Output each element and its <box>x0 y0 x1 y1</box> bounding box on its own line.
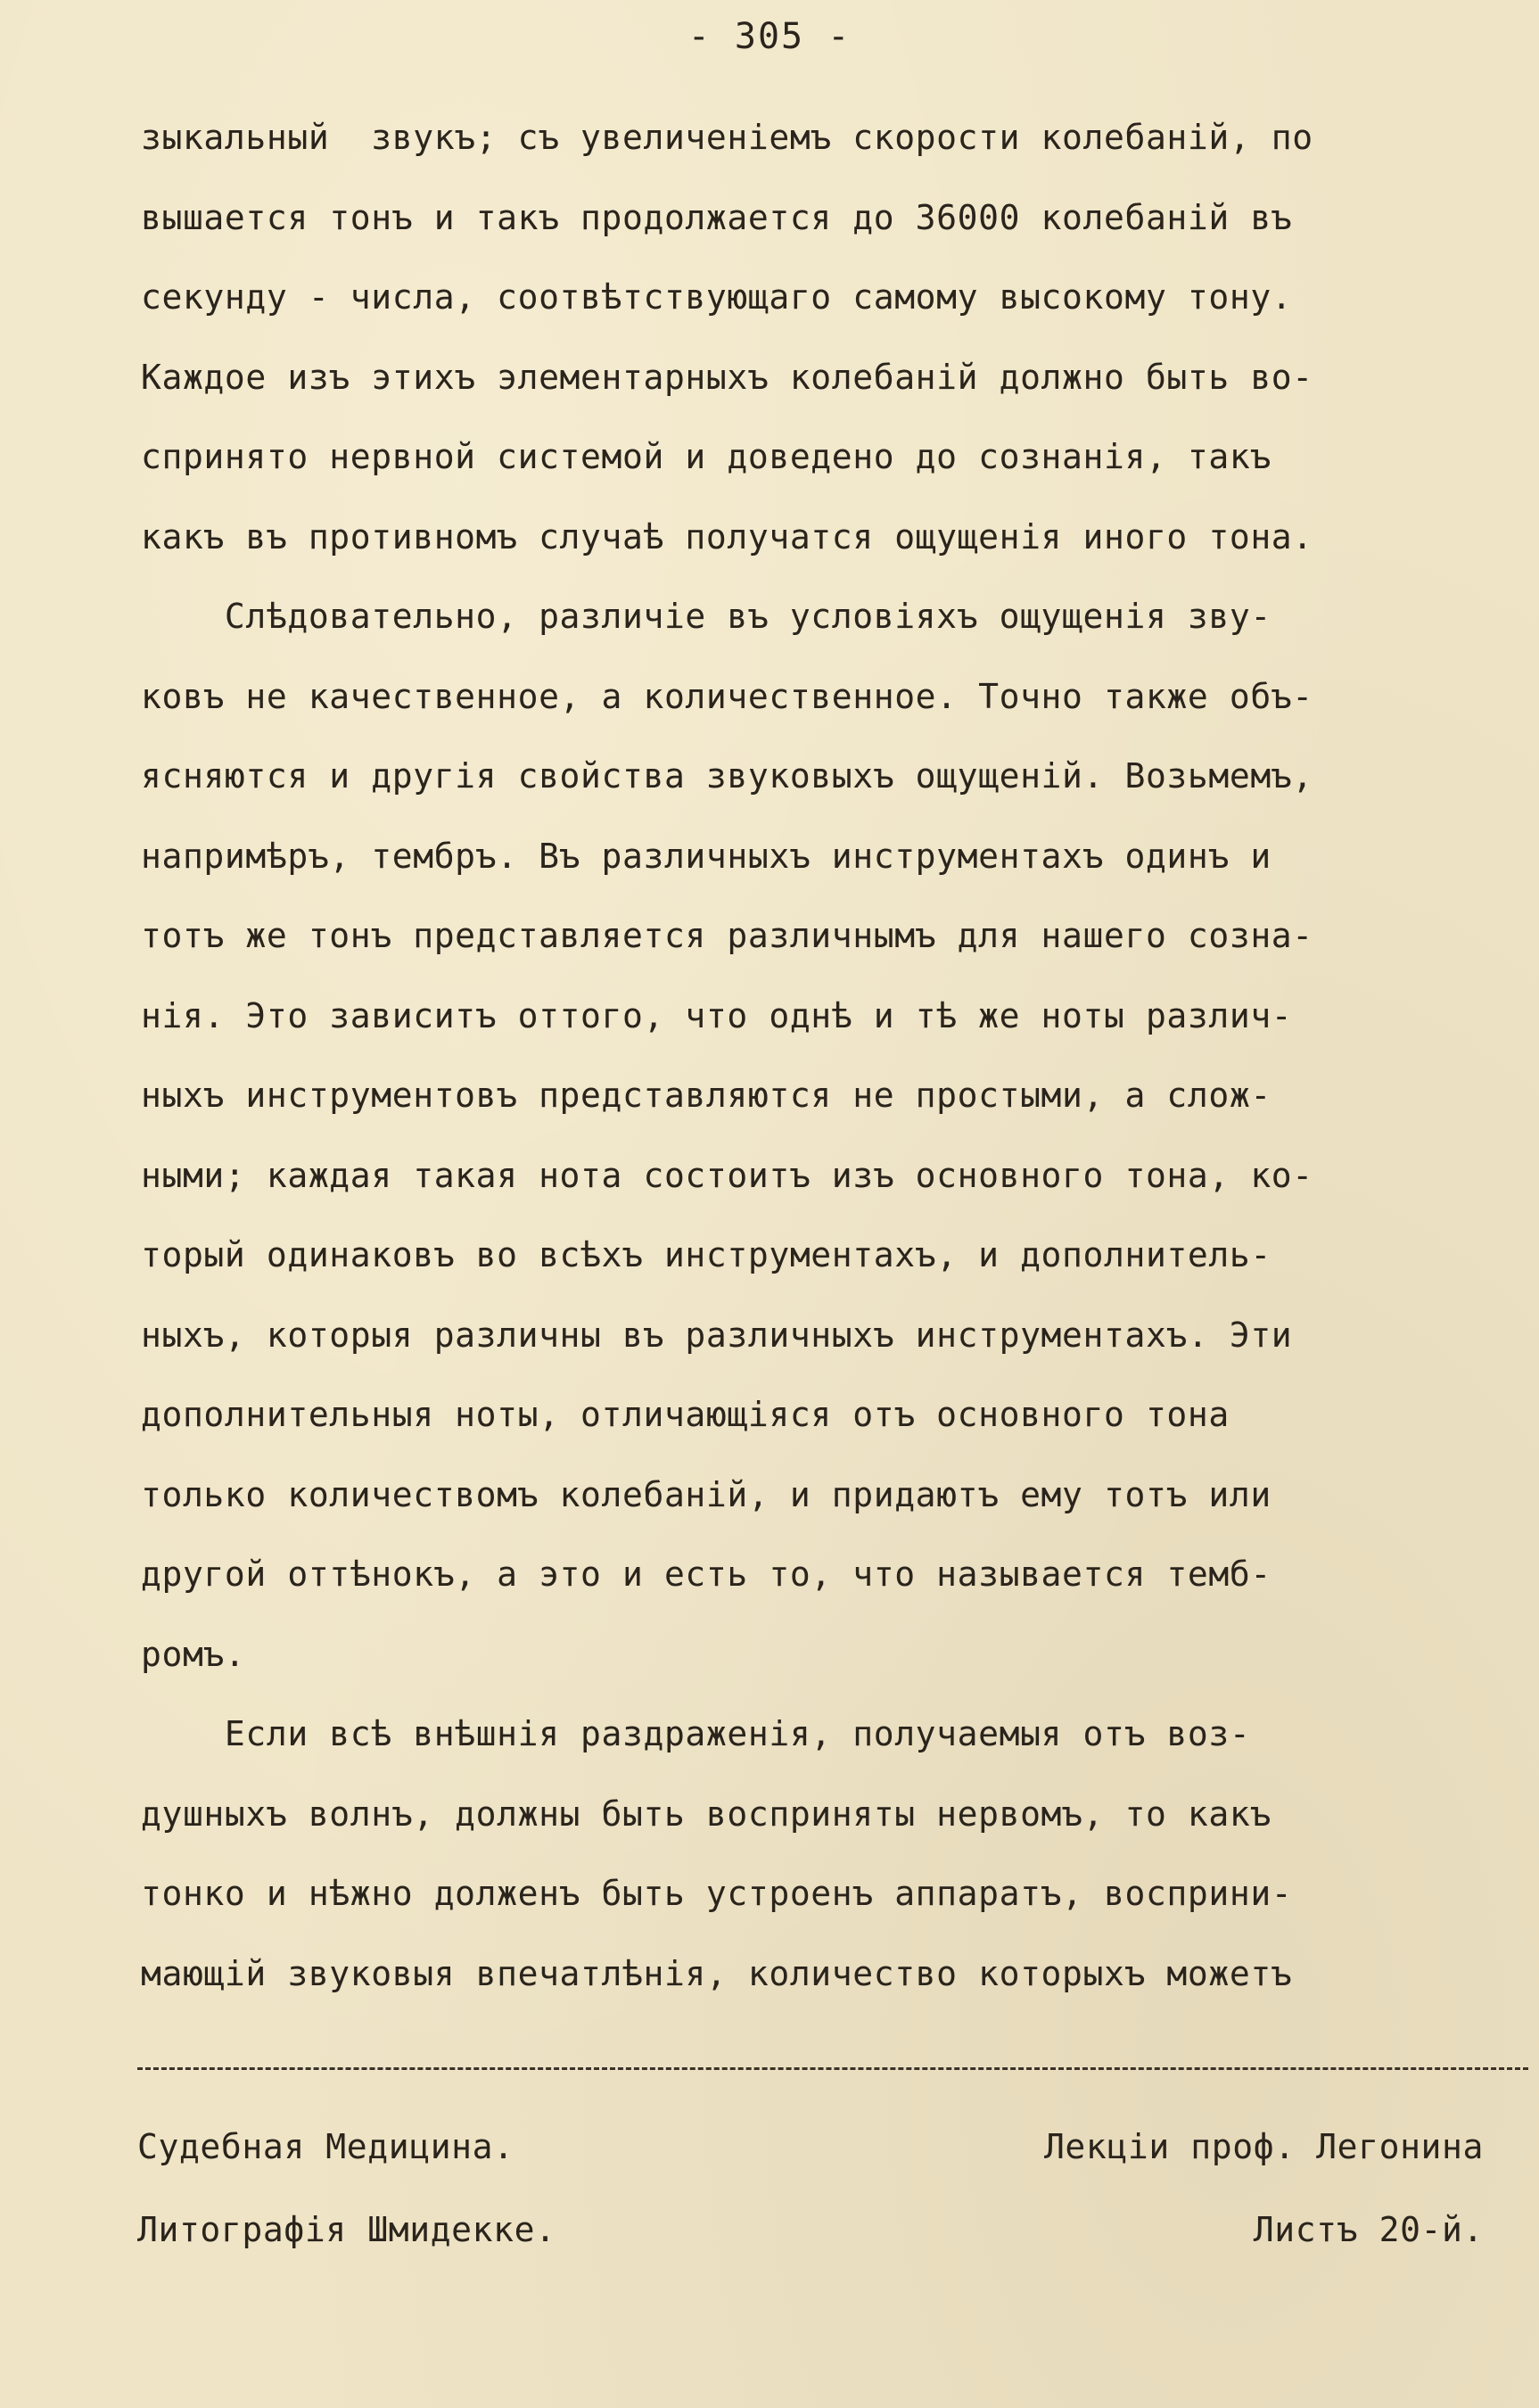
text-line: ясняются и другiя свойства звуковыхъ ощущенiй. Возьмемъ, <box>141 756 1313 796</box>
text-line: тотъ же тонъ представляется различнымъ для нашего созна- <box>141 916 1313 955</box>
text-line: ковъ не качественное, а количественное. Точно также объ- <box>141 676 1313 716</box>
text-line: торый одинаковъ во всѣхъ инструментахъ, и дополнитель- <box>141 1235 1272 1274</box>
text-line: только количествомъ колебанiй, и придаютъ ему тотъ или <box>141 1474 1272 1514</box>
text-line: напримѣръ, тембръ. Въ различныхъ инструментахъ одинъ и <box>141 836 1272 876</box>
text-line: вышается тонъ и такъ продолжается до 36000 колебанiй въ <box>141 197 1293 237</box>
text-line: дополнительныя ноты, отличающiяся отъ основного тона <box>141 1395 1230 1434</box>
text-line: мающiй звуковыя впечатлѣнiя, количество которыхъ можетъ <box>141 1953 1293 1993</box>
text-line: ныхъ, которыя различны въ различныхъ инструментахъ. Эти <box>141 1315 1293 1355</box>
text-line: Если всѣ внѣшнiя раздраженiя, получаемыя отъ воз- <box>141 1714 1251 1753</box>
footer-printer: Литографiя Шмидекке. <box>137 2210 556 2249</box>
text-line: душныхъ волнъ, должны быть восприняты нервомъ, то какъ <box>141 1794 1272 1834</box>
text-line: зыкальный звукъ; съ увеличенiемъ скорости колебанiй, по <box>141 118 1313 157</box>
footer-lecture-credit: Лекцiи проф. Легонина <box>1043 2127 1484 2166</box>
footer-sheet-number: Листъ 20-й. <box>1253 2210 1484 2249</box>
text-line: другой оттѣнокъ, а это и есть то, что называется темб- <box>141 1554 1272 1594</box>
page-number: - 305 - <box>687 16 852 57</box>
text-line: спринято нервной системой и доведено до сознанiя, такъ <box>141 437 1272 476</box>
body-text <box>141 98 1539 2014</box>
text-line: ными; каждая такая нота состоитъ изъ основного тона, ко- <box>141 1155 1313 1195</box>
text-line: ныхъ инструментовъ представляются не простыми, а слож- <box>141 1076 1272 1115</box>
footer-divider <box>137 2067 1528 2070</box>
text-line: какъ въ противномъ случаѣ получатся ощущенiя иного тона. <box>141 516 1313 557</box>
text-line: Слѣдовательно, различiе въ условiяхъ ощущенiя зву- <box>141 597 1272 636</box>
text-line: тонко и нѣжно долженъ быть устроенъ аппаратъ, восприни- <box>141 1874 1293 1913</box>
footer-row <box>137 2127 1484 2166</box>
footer-course-title: Судебная Медицина. <box>137 2127 514 2166</box>
text-line: Каждое изъ этихъ элементарныхъ колебанiй должно быть во- <box>141 357 1313 397</box>
text-line: ромъ. <box>141 1634 246 1674</box>
text-line: секунду - числа, соотвѣтствующаго самому высокому тону. <box>141 277 1293 317</box>
text-line: нiя. Это зависитъ оттого, что однѣ и тѣ же ноты различ- <box>141 995 1293 1035</box>
footer-row <box>137 2210 1484 2249</box>
